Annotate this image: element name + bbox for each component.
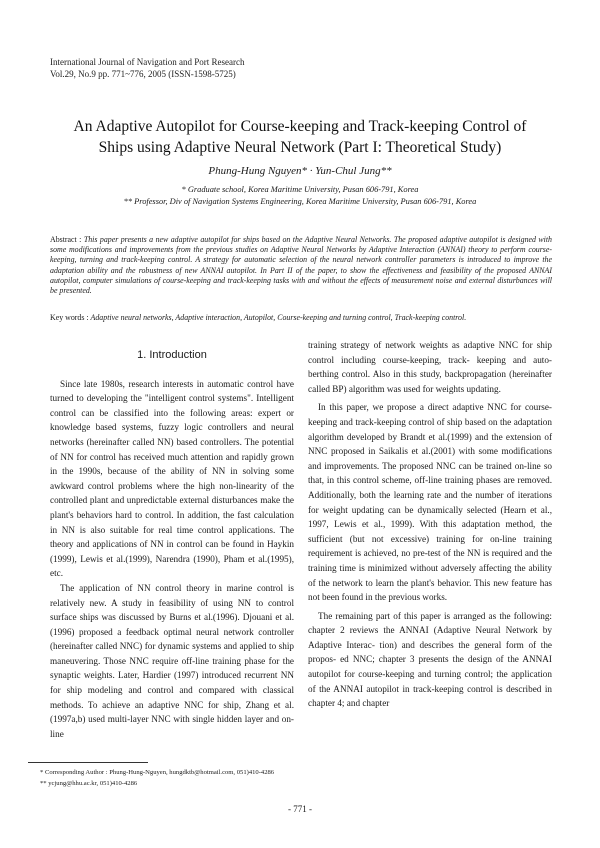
footnote-divider: [28, 762, 148, 763]
paragraph: In this paper, we propose a direct adaptive NNC for course-keeping and track-keeping control of ship based on the adaptation algorithm developed by Brandt et al.(1999) and the extension of NNC proposed in Saikalis et al.(2001) with some modifications and improvements. The proposed NNC can be trained on-line so that, in this control scheme, off-line training phases are removed. Additionally, both the learning rate and the number of iterations for weight updating can be dynamically selected (Hearn et al., 1997, Lewis et al., 1999). With this adaptation method, the sufficient (but not excessive) training for on-line training requirement is achieved, no pre-test of the NN is required and the training time is minimized without adversely affecting the ability of the network to learn the plant's behavior. This new feature has not been found in the previous works.: [308, 402, 552, 603]
journal-volume: Vol.29, No.9 pp. 771~776, 2005 (ISSN-1598-5725): [50, 69, 236, 79]
paragraph: Since late 1980s, research interests in automatic control have turned to developing the "intelligent control systems". Intelligent control can be classified into the following areas: expert or knowledge based systems, fuzzy logic controllers and neural networks (hereinafter called NN) based controllers. The potential of NN for control has received much attention and rapidly grown in the 1990s, because of the ability of NN in solving some awkward control problems where the high non-linearity of the controlled plant and unpredictable external disturbances make the plant's behaviors hard to control. In addition, the fast calculation in NN is also suitable for real time control applications. The theory and applications of NN in control can be found in Haykin (1999), Lewis et al.(1999), Narendra (1990), Pham et al.(1995), etc.: [50, 378, 294, 579]
paper-title: [40, 116, 560, 158]
keywords: [50, 313, 560, 323]
paragraph: training strategy of network weights as adaptive NNC for ship control including course-keeping, track- keeping and auto-berthing control. Also in this study, backpropagation (hereinafter called BP) algorithm was used for weights updating.: [308, 340, 552, 394]
section-heading: 1. Introduction: [137, 349, 207, 361]
authors: Phung-Hung Nguyen* · Yun-Chul Jung**: [208, 165, 392, 177]
page-number: - 771 -: [288, 804, 312, 814]
footnote-1: * Corresponding Author : Phung-Hung-Nguyen, hungdktb@hotmail.com, 051)410-4286: [40, 769, 275, 776]
abstract-label: Abstract :: [50, 235, 84, 244]
left-column: [50, 338, 294, 741]
footnotes: [40, 767, 274, 789]
affiliation-2: ** Professor, Div of Navigation Systems Engineering, Korea Maritime University, Pusan 606-791, Korea: [123, 197, 477, 206]
footnote-2: ** ycjung@hhu.ac.kr, 051)410-4286: [40, 780, 138, 787]
right-column: [308, 338, 552, 711]
affiliation-1: * Graduate school, Korea Maritime University, Pusan 606-791, Korea: [181, 185, 419, 194]
title-line-1: An Adaptive Autopilot for Course-keeping and Track-keeping Control of: [73, 118, 527, 135]
paragraph: The remaining part of this paper is arranged as the following: chapter 2 reviews the ANNAI (Adaptive Neural Network by Adaptive Interac- tion) and describes the general form of the propos- ed NNC; chapter 3 presents the design of the ANNAI autopilot for course-keeping and turning control; the application of the ANNAI autopilot in track-keeping control is described in chapter 4; and chapter: [308, 610, 552, 709]
journal-header: [50, 56, 244, 80]
journal-name: International Journal of Navigation and Port Research: [50, 57, 245, 67]
abstract: [50, 235, 552, 296]
keywords-label: Key words :: [50, 313, 91, 322]
title-line-2: Ships using Adaptive Neural Network (Part I: Theoretical Study): [98, 139, 502, 156]
keywords-text: Adaptive neural networks, Adaptive interaction, Autopilot, Course-keeping and turning control, Track-keeping control.: [90, 313, 467, 322]
abstract-text: This paper presents a new adaptive autopilot for ships based on the Adaptive Neural Networks. The proposed adaptive autopilot is designed with some modifications and improvements from the previous studies on Adaptive Neural Networks by Adaptive Interaction (ANNAI) theory to perform course-keeping, turning and track-keeping control. A strategy for automatic selection of the neural network controller parameters is introduced to improve the adaptation ability and the robustness of new ANNAI autopilot. In Part II of the paper, to show the effectiveness and feasibility of the proposed ANNAI autopilot, computer simulations of course-keeping and track-keeping tasks with and without the effects of measurement noise and external disturbances will be presented.: [50, 235, 553, 296]
paragraph: The application of NN control theory in marine control is relatively new. A study in feasibility of using NN to control surface ships was discussed by Burns et al.(1996). Djouani et al.(1996) proposed a feedback optimal neural network controller (hereinafter called NNC) for dynamic systems and applied to ship maneuvering. Those NNC require off-line training phase for the synaptic weights. Later, Hardier (1997) introduced recurrent NN for ship modeling and control and compared with classical methods. To achieve an adaptive NNC for ship, Zhang et al.(1997a,b) used multi-layer NNC with single hidden layer and on-line: [50, 582, 294, 739]
